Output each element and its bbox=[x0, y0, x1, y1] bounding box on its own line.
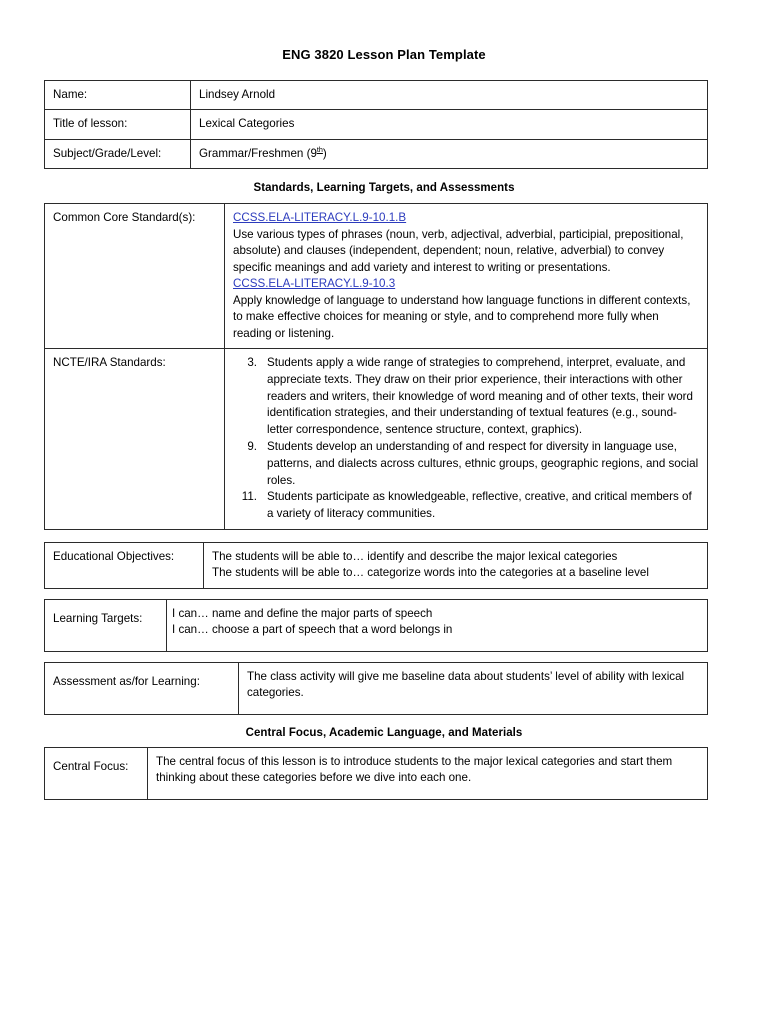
table-row bbox=[45, 542, 708, 588]
table-row bbox=[45, 81, 708, 110]
list-item-text: Students apply a wide range of strategies to comprehend, interpret, evaluate, and appreciate texts. They draw on their prior experience, their interactions with other readers and writers, their knowledge of word meaning and of other texts, their word identification strategies, and their understanding of textual features (e.g., sound-letter correspondence, sentence structure, context, graphics). bbox=[267, 355, 693, 437]
info-value-name: Lindsey Arnold bbox=[191, 81, 708, 110]
central-focus-content: The central focus of this lesson is to introduce students to the major lexical categories and start them thinking about these categories before we dive into each one. bbox=[148, 747, 708, 799]
learning-targets-content bbox=[167, 599, 708, 651]
lesson-info-table bbox=[44, 80, 708, 169]
educational-objectives-table bbox=[44, 542, 708, 589]
objective-line-2: The students will be able to… categorize words into the categories at a baseline level bbox=[212, 566, 649, 580]
learning-target-line-2: I can… choose a part of speech that a word belongs in bbox=[172, 623, 453, 637]
list-item bbox=[233, 355, 700, 439]
page-title: ENG 3820 Lesson Plan Template bbox=[282, 47, 486, 62]
common-core-content bbox=[225, 204, 708, 349]
ncte-standards-list bbox=[233, 355, 700, 523]
ccss-link-2[interactable]: CCSS.ELA-LITERACY.L.9-10.3 bbox=[233, 277, 396, 291]
table-row bbox=[45, 747, 708, 799]
list-item-text: Students develop an understanding of and respect for diversity in language use, patterns, and dialects across cultures, ethnic groups, geographic regions, and social roles. bbox=[267, 439, 699, 487]
section-heading-central-focus: Central Focus, Academic Language, and Materials bbox=[245, 726, 523, 739]
section-heading-standards: Standards, Learning Targets, and Assessments bbox=[253, 182, 515, 195]
subject-text: Grammar/Freshmen (9 bbox=[199, 146, 317, 160]
common-core-label: Common Core Standard(s): bbox=[45, 204, 225, 349]
objective-line-1: The students will be able to… identify and describe the major lexical categories bbox=[212, 549, 618, 563]
subject-text-end: ) bbox=[322, 146, 327, 160]
table-row bbox=[45, 599, 708, 651]
table-row bbox=[45, 662, 708, 714]
assessment-table bbox=[44, 662, 708, 715]
info-label-title: Title of lesson: bbox=[45, 110, 191, 139]
learning-targets-label: Learning Targets: bbox=[45, 599, 167, 651]
ncte-label: NCTE/IRA Standards: bbox=[45, 348, 225, 529]
list-item-number: 9. bbox=[247, 439, 257, 453]
learning-targets-table bbox=[44, 599, 708, 652]
assessment-label: Assessment as/for Learning: bbox=[45, 662, 239, 714]
central-focus-table bbox=[44, 747, 708, 800]
ncte-content bbox=[225, 348, 708, 529]
list-item-number: 3. bbox=[247, 355, 257, 369]
table-row bbox=[45, 204, 708, 349]
table-row bbox=[45, 110, 708, 139]
objectives-label: Educational Objectives: bbox=[45, 542, 204, 588]
info-label-name: Name: bbox=[45, 81, 191, 110]
list-item-number: 11. bbox=[241, 490, 257, 504]
info-value-subject bbox=[191, 139, 708, 168]
ccss-text-1: Use various types of phrases (noun, verb, adjectival, adverbial, participial, prepositional, absolute) and clauses (independent, dependent; noun, relative, adverbial) to convey specific meanings and add variety and interest to writing or presentations. bbox=[233, 227, 684, 274]
list-item bbox=[233, 439, 700, 489]
ccss-text-2: Apply knowledge of language to understand how language functions in different contexts, to make effective choices for meaning or style, and to comprehend more fully when reading or listening. bbox=[233, 293, 691, 340]
list-item bbox=[233, 489, 700, 523]
list-item-text: Students participate as knowledgeable, reflective, creative, and critical members of a variety of literacy communities. bbox=[267, 490, 692, 521]
info-label-subject: Subject/Grade/Level: bbox=[45, 139, 191, 168]
table-row bbox=[45, 348, 708, 529]
ccss-link-1[interactable]: CCSS.ELA-LITERACY.L.9-10.1.B bbox=[233, 211, 407, 225]
ordinal-suffix: th bbox=[316, 145, 323, 155]
common-core-standards-table bbox=[44, 203, 708, 530]
assessment-content: The class activity will give me baseline data about students’ level of ability with lexical categories. bbox=[239, 662, 708, 714]
table-row bbox=[45, 139, 708, 168]
objectives-content bbox=[204, 542, 708, 588]
learning-target-line-1: I can… name and define the major parts of speech bbox=[172, 606, 433, 620]
central-focus-label: Central Focus: bbox=[45, 747, 148, 799]
info-value-title: Lexical Categories bbox=[191, 110, 708, 139]
